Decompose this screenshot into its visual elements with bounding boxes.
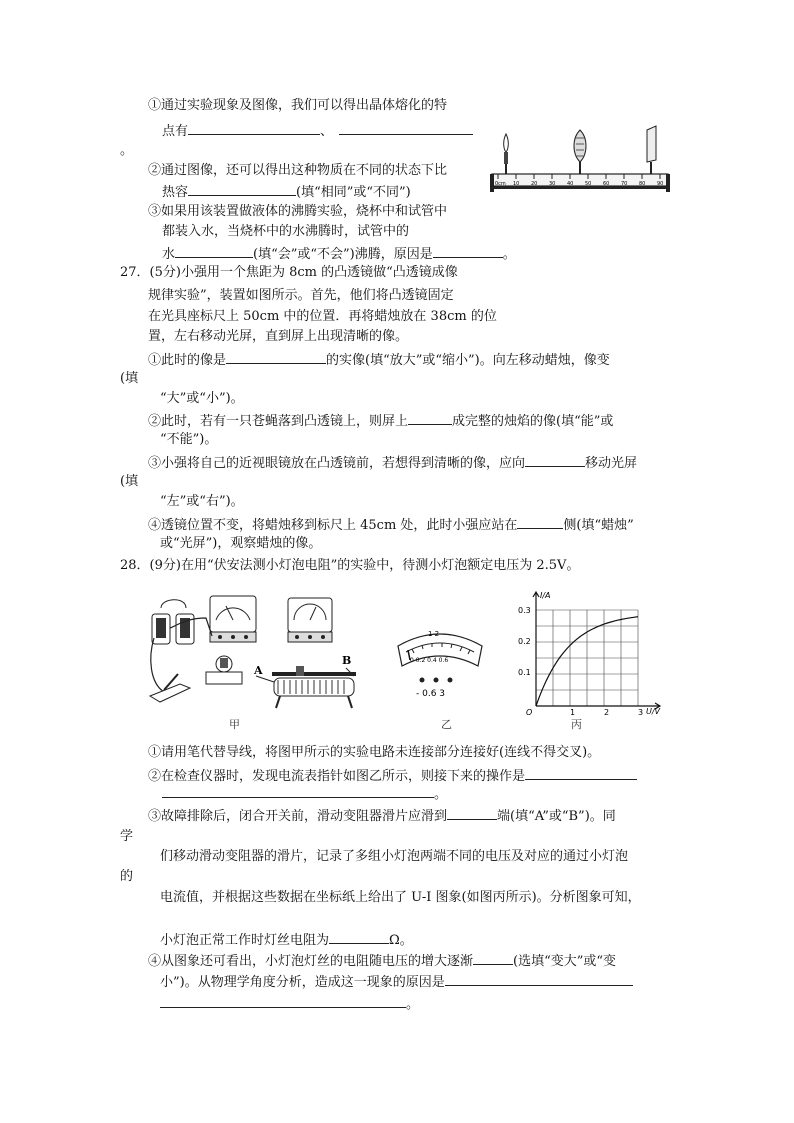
q27-line-10 — [148, 453, 637, 473]
q26-l2-sep: 、 — [320, 124, 334, 139]
bench-tick-label: 60 — [603, 181, 610, 187]
x-tick-2: 2 — [604, 708, 610, 716]
q26-l8-hint: (填“会”或“不会”)沸腾，原因是 — [253, 247, 433, 262]
q28-s3-text: ③故障排除后，闭合开关前，滑动变阻器滑片应滑到 — [148, 809, 448, 824]
q28-step-2-cont — [162, 784, 447, 804]
q27-line-14: 或“光屏”)，观察蜡烛的像。 — [160, 536, 322, 551]
bench-tick-label: 0cm — [495, 181, 506, 187]
answer-blank[interactable] — [433, 244, 503, 258]
q26-line-6: ③如果用该装置做液体的沸腾实验，烧杯中和试管中 — [148, 204, 448, 219]
x-tick-3: 3 — [638, 708, 644, 716]
bench-tick-label: 50 — [585, 181, 592, 187]
figure-c-caption: 丙 — [571, 718, 582, 731]
bench-tick-label: 30 — [549, 181, 556, 187]
ammeter-dial-figure — [392, 612, 488, 702]
q26-line-3: 。 — [120, 143, 134, 158]
lamp-icon — [206, 656, 242, 684]
switch-icon — [150, 674, 190, 702]
q27-line-7: “大”或“小”)。 — [160, 391, 244, 406]
q26-line-4: ②通过图像，还可以得出这种物质在不同的状态下比 — [148, 163, 448, 178]
figure-b-caption: 乙 — [441, 718, 452, 731]
x-tick-1: 1 — [570, 708, 576, 716]
circuit-figure — [146, 588, 378, 712]
q28-s8-text: 小灯泡正常工作时灯丝电阻为 — [160, 933, 330, 948]
q27-l13-text: ④透镜位置不变，将蜡烛移到标尺上 45cm 处，此时小强应站在 — [148, 518, 518, 533]
bench-scale — [490, 174, 670, 192]
q26-line-1: ①通过实验现象及图像，我们可以得出晶体熔化的特 — [148, 98, 448, 113]
q28-step-4-cont2 — [160, 994, 419, 1014]
q27-line-3: 在光具座标尺上 50cm 中的位置．再将蜡烛放在 38cm 的位 — [148, 309, 497, 324]
answer-blank[interactable] — [517, 515, 563, 529]
bench-tick-label: 20 — [531, 181, 538, 187]
q27-l8-hint: 成完整的烛焰的像(填“能”或 — [452, 414, 614, 429]
ammeter-icon — [210, 596, 256, 642]
figure-a-caption: 甲 — [229, 718, 240, 731]
q27-line-5 — [148, 350, 610, 370]
q28-s9-hint: (选填“变大”或“变 — [513, 954, 617, 969]
q28-s10-text: 小”)。从物理学角度分析，造成这一现象的原因是 — [160, 975, 445, 990]
iu-graph-figure — [514, 588, 664, 716]
answer-blank[interactable] — [162, 784, 434, 798]
bench-tick-label: 80 — [639, 181, 646, 187]
battery-icon — [152, 600, 194, 644]
q27-l13-hint: 侧(填“蜡烛” — [563, 518, 634, 533]
q27-l5-text: ①此时的像是 — [148, 353, 227, 368]
answer-blank[interactable] — [188, 121, 320, 135]
rheostat-icon — [272, 666, 356, 708]
q28-step-3 — [148, 806, 616, 826]
q28-s2-end: 。 — [434, 787, 448, 802]
answer-blank[interactable] — [160, 994, 406, 1008]
q28-step-1: ①请用笔代替导线，将图甲所示的实验电路未连接部分连接好(连线不得交叉)。 — [148, 745, 601, 760]
voltmeter-icon — [288, 598, 332, 642]
answer-blank[interactable] — [339, 121, 473, 135]
q28-s8-end: Ω。 — [389, 933, 413, 948]
answer-blank[interactable] — [408, 411, 452, 425]
q27-line-9: “不能”)。 — [160, 432, 218, 447]
origin-label: O — [526, 708, 533, 716]
dial-bottom-scale: 0 0.2 0.4 0.6 — [410, 657, 449, 664]
answer-blank[interactable] — [447, 806, 497, 820]
q27-line-11: (填 — [120, 474, 139, 489]
q26-l2-text: 点有 — [162, 124, 189, 139]
q26-l8-end: 。 — [502, 247, 516, 262]
dial-top-scale: 1 2 — [428, 630, 440, 638]
q28-s2-text: ②在检查仪器时，发现电流表指针如图乙所示，则接下来的操作是 — [148, 769, 526, 784]
q26-l5-text: 热容 — [162, 185, 189, 200]
q27-line-6: (填 — [120, 371, 139, 386]
answer-blank[interactable] — [188, 182, 296, 196]
optical-bench-figure — [488, 124, 672, 196]
q28-s11-end: 。 — [406, 997, 420, 1012]
answer-blank[interactable] — [525, 453, 585, 467]
y-axis-label: I/A — [540, 591, 551, 600]
q27-line-12: “左”或“右”)。 — [160, 494, 244, 509]
q28-s3-hint: 端(填“A”或“B”)。同 — [497, 809, 616, 824]
q27-l5-hint: 的实像(填“放大”或“缩小”)。向左移动蜡烛，像变 — [326, 353, 610, 368]
q28-step-4 — [148, 951, 616, 971]
q26-l5-hint: (填“相同”或“不同”) — [296, 185, 411, 200]
q26-line-2 — [162, 121, 473, 141]
bench-tick-label: 90 — [657, 181, 664, 187]
q27-line-4: 置，左右移动光屏，直到屏上出现清晰的像。 — [148, 329, 409, 344]
answer-blank[interactable] — [175, 244, 253, 258]
bench-tick-label: 10 — [513, 181, 520, 187]
terminal-labels: - 0.6 3 — [416, 689, 446, 699]
terminal-a-label: A — [254, 664, 263, 677]
y-tick-0.2: 0.2 — [518, 637, 531, 646]
q26-l8-text: 水 — [162, 247, 176, 262]
q28-step-2 — [148, 766, 637, 786]
q28-step-4-cont — [160, 972, 633, 992]
q28-step-3-cont: 们移动滑动变阻器的滑片，记录了多组小灯泡两端不同的电压及对应的通过小灯泡 — [160, 849, 629, 864]
answer-blank[interactable] — [329, 930, 389, 944]
y-axis — [533, 592, 539, 706]
answer-blank[interactable] — [445, 972, 633, 986]
q26-line-5 — [162, 182, 411, 202]
q27-l8-text: ②此时，若有一只苍蝇落到凸透镜上，则屏上 — [148, 414, 409, 429]
q28-line-de: 的 — [120, 869, 134, 884]
q28-line-1: 28．(9分)在用“伏安法测小灯泡电阻”的实验中，待测小灯泡额定电压为 2.5V。 — [120, 558, 580, 573]
x-axis-label: U/V — [646, 707, 661, 716]
q27-l10-hint: 移动光屏 — [585, 456, 638, 471]
answer-blank[interactable] — [473, 951, 513, 965]
q26-line-7: 都装入水，当烧杯中的水沸腾时，试管中的 — [162, 224, 410, 239]
q28-step-3-cont3 — [160, 930, 413, 950]
bench-tick-label: 70 — [621, 181, 628, 187]
answer-blank[interactable] — [226, 350, 326, 364]
q28-step-3-cont2: 电流值，并根据这些数据在坐标纸上给出了 U-I 图象(如图丙所示)。分析图象可知， — [160, 890, 641, 905]
q27-line-1: 27．(5分)小强用一个焦距为 8cm 的凸透镜做“凸透镜成像 — [120, 265, 458, 280]
q28-s9-text: ④从图象还可看出，小灯泡灯丝的电阻随电压的增大逐渐 — [148, 954, 474, 969]
light-screen-icon — [647, 126, 656, 174]
q28-line-xue: 学 — [120, 829, 134, 844]
q27-line-13 — [148, 515, 634, 535]
terminal-b-label: B — [342, 654, 352, 667]
bench-tick-label: 40 — [567, 181, 574, 187]
candle-icon — [504, 134, 509, 174]
answer-blank[interactable] — [525, 766, 637, 780]
y-tick-0.3: 0.3 — [518, 606, 531, 615]
lens-icon — [574, 130, 586, 174]
q27-line-8 — [148, 411, 613, 431]
y-tick-0.1: 0.1 — [518, 668, 531, 677]
q27-line-2: 规律实验”，装置如图所示。首先，他们将凸透镜固定 — [148, 288, 454, 303]
q27-l10-text: ③小强将自己的近视眼镜放在凸透镜前，若想得到清晰的像，应向 — [148, 456, 526, 471]
q26-line-8 — [162, 244, 516, 264]
